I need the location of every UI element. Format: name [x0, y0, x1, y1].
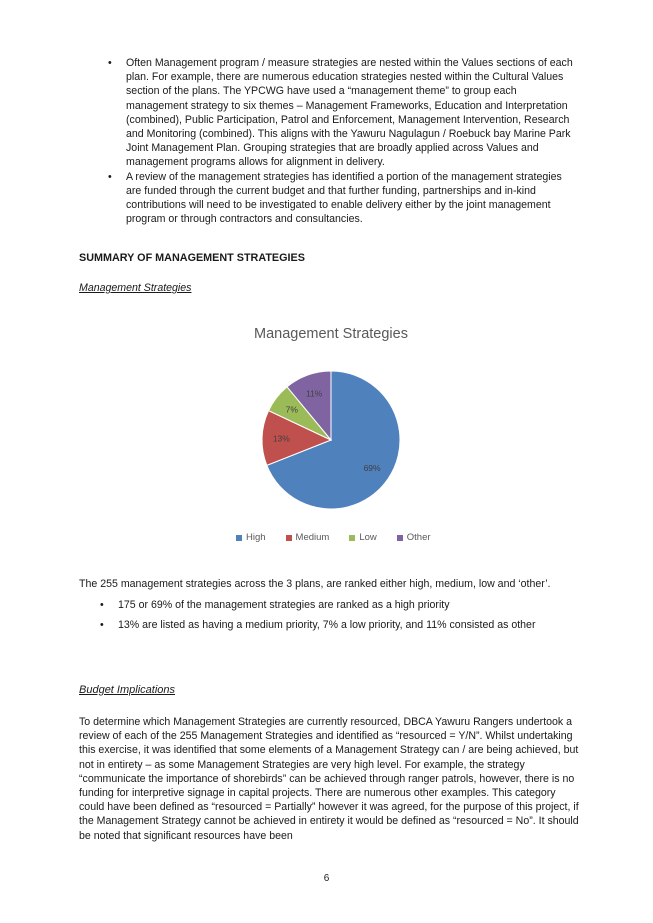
legend-label: Other — [406, 532, 431, 543]
bullet-icon: • — [108, 170, 112, 183]
budget-paragraph: To determine which Management Strategies are currently resourced, DBCA Yawuru Rangers undertook a review of each of the 255 Management Strategies and identified as “resourced = Y/N”. Whilst undertaking this exercise, it was identified that some elements of a Management Strategy can / are being achieved, but not in entirety – as some Management Strategies are very high level. For example, the strategy “communicate the importance of shorebirds” can be achieved through ranger patrols, however, there is no funding for interpretive signage in capital projects. There are numerous other examples. This category could have been defined as “resourced = Partially” however it was agreed, for the purpose of this project, if the Management Strategy cannot be achieved in entirety it would be defined as “resourced = No”. It should be noted that significant resources have been — [79, 716, 579, 842]
legend-item-low — [349, 532, 376, 543]
bullet-icon: • — [108, 57, 112, 69]
list-item — [108, 170, 574, 227]
bullet-icon: • — [100, 599, 104, 611]
pie-label-medium: 13% — [272, 433, 290, 444]
subheading: Management Strategies — [79, 282, 192, 294]
bullet-text: 175 or 69% of the management strategies are ranked as a high priority — [118, 599, 450, 611]
legend-item-high — [236, 532, 266, 543]
legend-swatch — [349, 535, 355, 541]
summary-bullet-list — [100, 598, 580, 632]
legend-label: High — [246, 532, 266, 543]
chart-legend — [236, 532, 431, 543]
bullet-icon: • — [100, 619, 104, 632]
list-item — [108, 56, 574, 170]
legend-swatch — [286, 535, 292, 541]
legend-item-other — [397, 532, 431, 543]
bullet-text: A review of the management strategies has identified a portion of the management strategies are funded through the current budget and that further funding, partnerships and in-kind contributions will need to be investigated to enable delivery either by the joint management program or through contractors and consultancies. — [126, 170, 562, 226]
section-heading: SUMMARY OF MANAGEMENT STRATEGIES — [79, 252, 305, 264]
legend-item-medium — [286, 532, 330, 543]
legend-label: Low — [359, 532, 377, 543]
chart-title: Management Strategies — [254, 326, 408, 342]
legend-swatch — [397, 535, 403, 541]
bullet-text: 13% are listed as having a medium priority, 7% a low priority, and 11% consisted as other — [118, 619, 536, 632]
pie-label-high: 69% — [363, 462, 381, 473]
pie-chart — [200, 350, 462, 530]
bullet-text: Often Management program / measure strategies are nested within the Values sections of each plan. For example, there are numerous education strategies nested within the Cultural Values section of the plans. The YPCWG have used a “management theme” to group each management strategy to six themes – Management Frameworks, Education and Interpretation (combined), Public Participation, Patrol and Enforcement, Management Intervention, Research and Monitoring (combined). This aligns with the Yawuru Nagulagun / Roebuck bay Marine Park Joint Management Plan. Grouping strategies that are broadly applied across Values and management programs allows for alignment in delivery. — [126, 57, 573, 169]
page-number: 6 — [323, 873, 330, 884]
legend-swatch — [236, 535, 242, 541]
intro-bullet-list — [108, 56, 574, 226]
list-item — [100, 598, 580, 612]
summary-text: The 255 management strategies across the 3 plans, are ranked either high, medium, low and ‘other’. — [79, 578, 551, 590]
pie-label-other: 11% — [305, 388, 323, 399]
list-item — [100, 618, 580, 632]
legend-label: Medium — [295, 532, 330, 543]
budget-heading: Budget Implications — [79, 684, 175, 696]
pie-label-low: 7% — [285, 404, 298, 415]
